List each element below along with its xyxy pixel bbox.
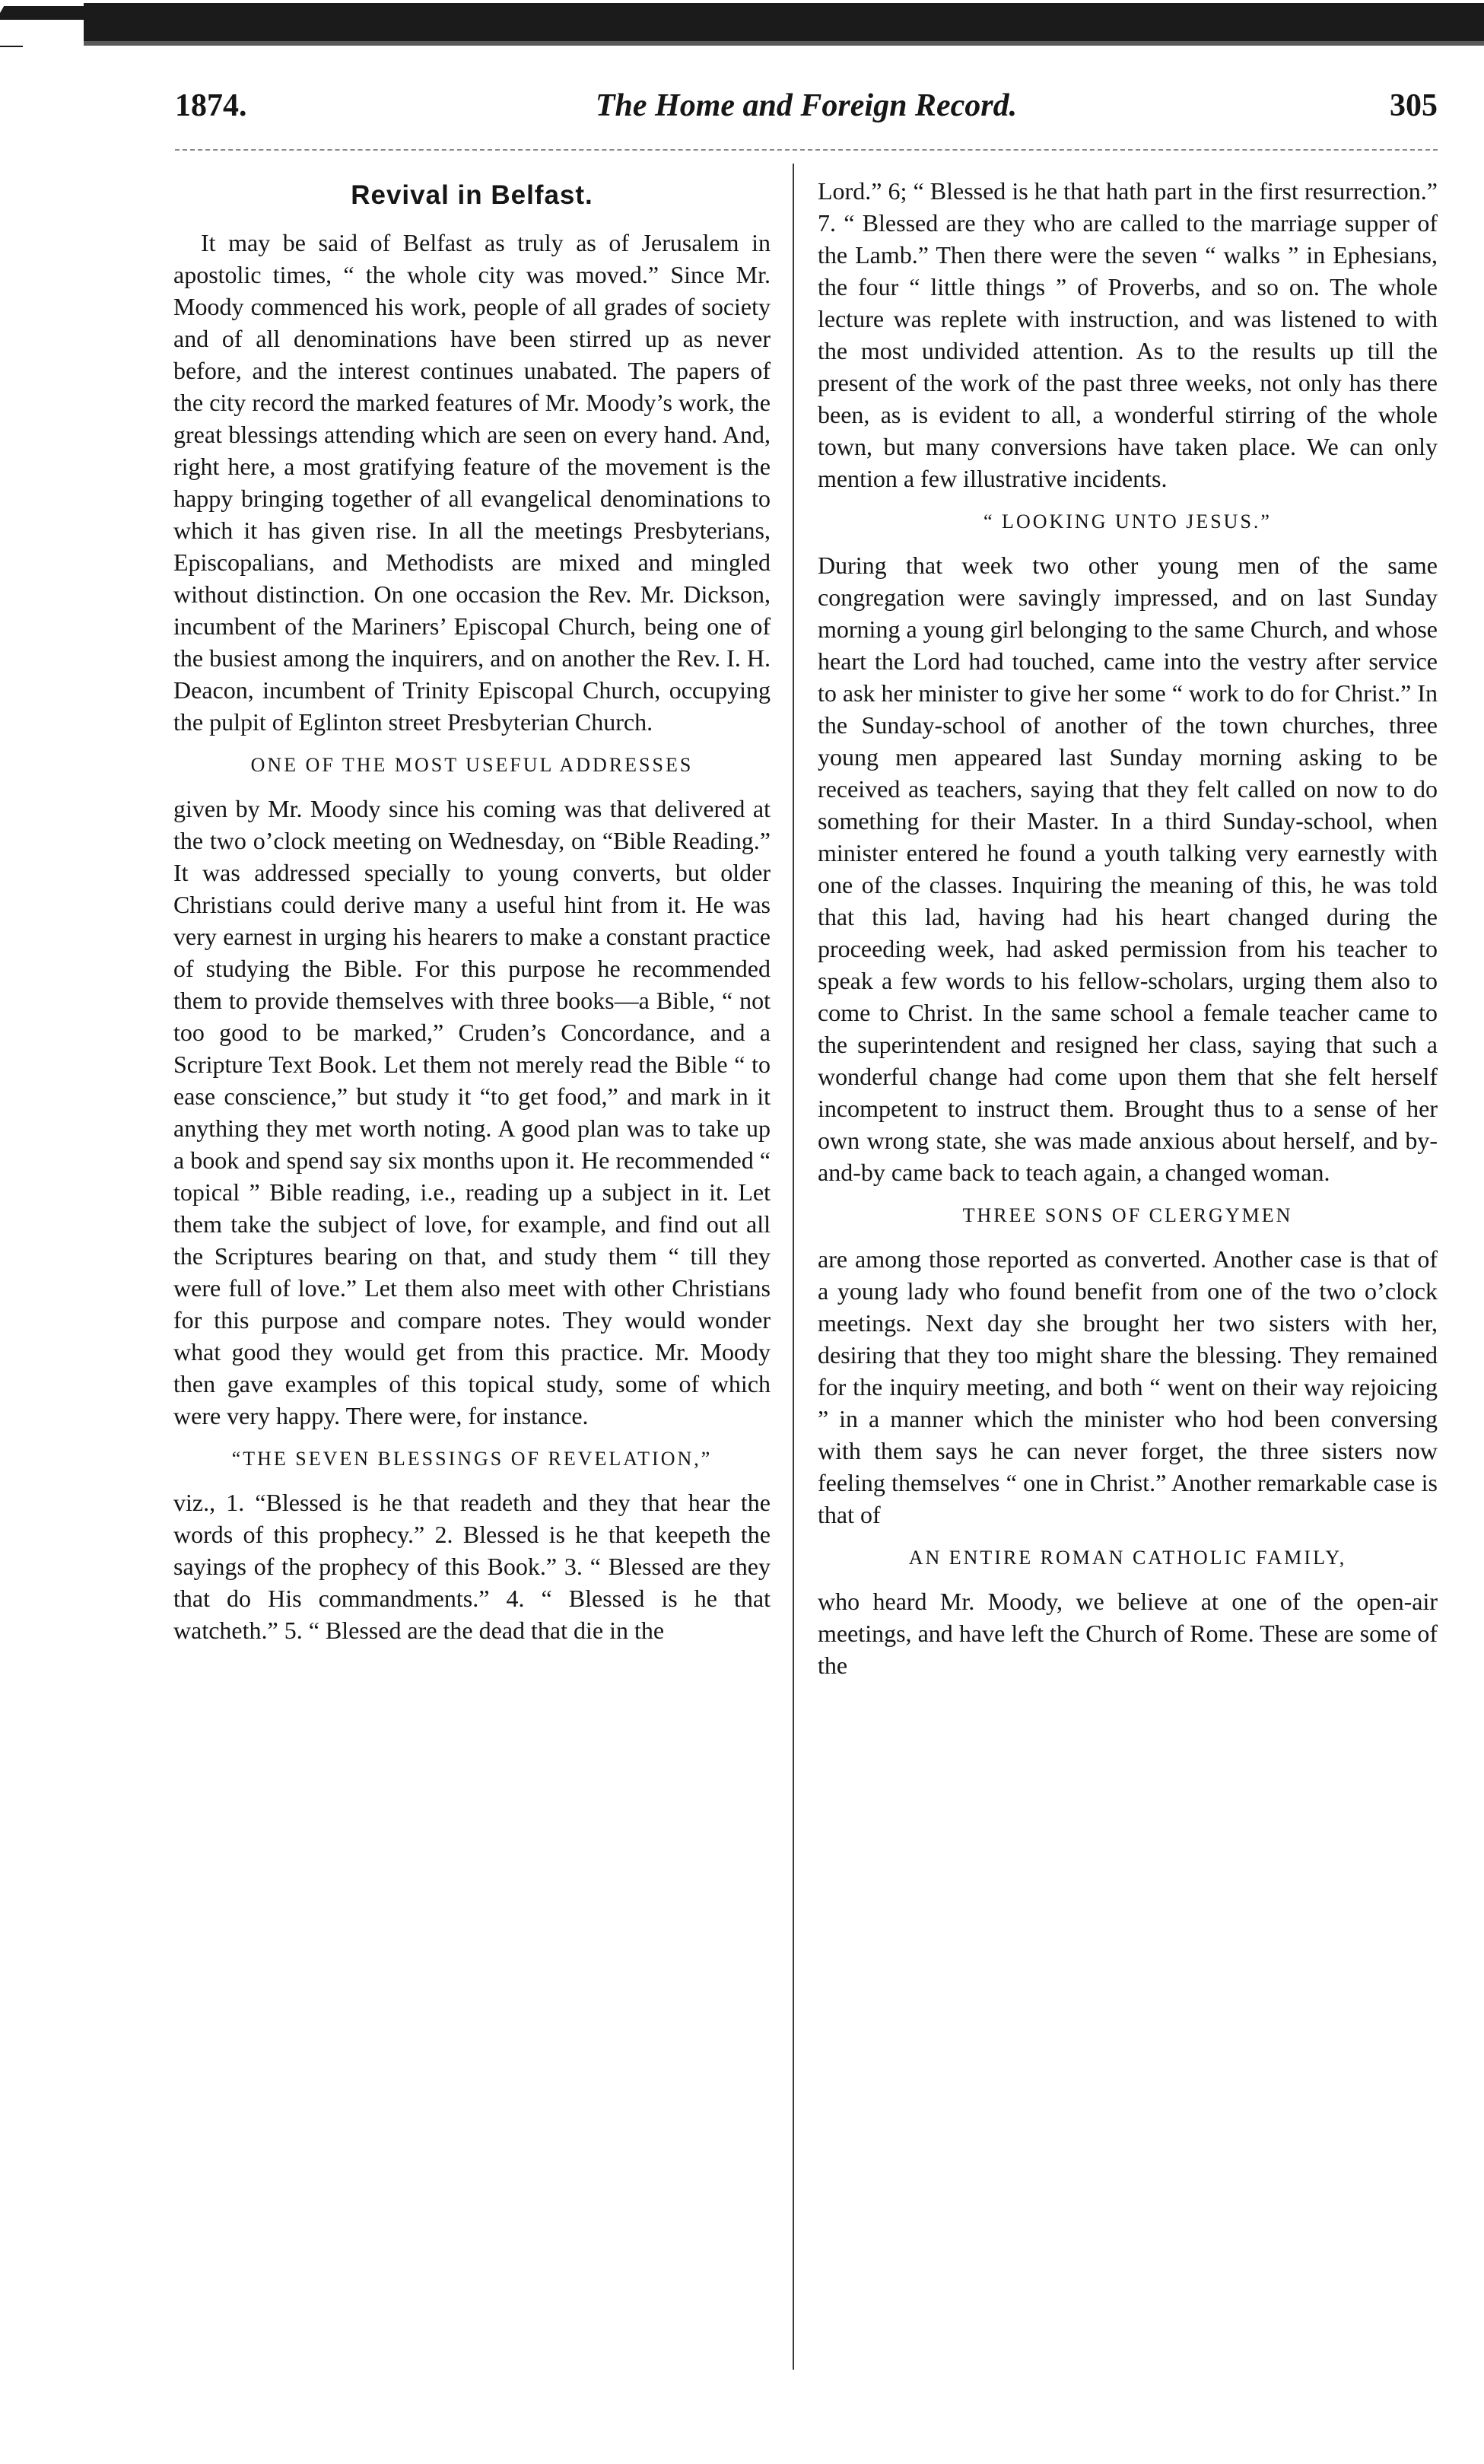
section-subhead: THREE SONS OF CLERGYMEN xyxy=(962,1204,1293,1226)
journal-title: The Home and Foreign Record. xyxy=(595,88,1018,123)
dark-border-strip xyxy=(84,3,1484,46)
edge-mark-small xyxy=(0,46,23,47)
left-column xyxy=(173,175,771,1658)
right-column xyxy=(818,175,1438,1693)
page-number: 305 xyxy=(1390,88,1438,123)
paragraph: Lord.” 6; “ Blessed is he that hath part in the first resurrection.” 7. “ Blessed are they who are called to the marriage supper of the Lamb.” Then there were the seven “ walks ” in Ephesians, the four “ little things ” of Proverbs, and so on. The whole lecture was replete with instruction, and was listened to with the most undivided attention. As to the results up till the present of the work of the past three weeks, not only has there been, as is evident to all, a wonderful stirring of the whole town, but many conversions have taken place. We can only mention a few illustrative incidents. xyxy=(818,177,1438,492)
scan-edge-band xyxy=(0,0,1484,47)
paragraph: who heard Mr. Moody, we believe at one of the open-air meetings, and have left the Church of Rome. These are some of the xyxy=(818,1588,1438,1679)
running-header xyxy=(175,87,1438,141)
paragraph: viz., 1. “Blessed is he that readeth and they that hear the words of this prophecy.” 2. Blessed is he that keepeth the sayings of the prophecy of this Book.” 3. “ Blessed are they that do His commandments.” 4. “ Blessed is he that watcheth.” 5. “ Blessed are the dead that die in the xyxy=(173,1489,771,1644)
section-subhead: ONE OF THE MOST USEFUL ADDRESSES xyxy=(250,754,694,776)
paragraph: It may be said of Belfast as truly as of Jerusalem in apostolic times, “ the whole city was moved.” Since Mr. Moody commenced his work, people of all grades of society and of all denominations have been stirred up as never before, and the interest continues unabated. The papers of the city record the marked features of Mr. Moody’s work, the great blessings attending which are seen on every hand. And, right here, a most gratifying feature of the movement is the happy bringing together of all evangelical denominations to which it has given rise. In all the meetings Presbyterians, Episcopalians, and Methodists are mixed and mingled without distinction. On one occasion the Rev. Mr. Dickson, incumbent of the Mariners’ Episcopal Church, being one of the busiest among the inquirers, and on another the Rev. I. H. Deacon, incumbent of Trinity Episcopal Church, occupying the pulpit of Eglinton street Presbyterian Church. xyxy=(173,229,771,736)
section-subhead: “ LOOKING UNTO JESUS.” xyxy=(984,510,1272,533)
paragraph: are among those reported as converted. Another case is that of a young lady who found benefit from one of the two o’clock meetings. Next day she brought her two sisters with her, desiring that they too might share the blessing. They remained for the inquiry meeting, and both “ went on their way rejoicing ” in a manner which the minister who hod been conversing with them says he can never forget, the three sisters now feeling themselves “ one in Christ.” Another remarkable case is that of xyxy=(818,1245,1438,1528)
header-year: 1874. xyxy=(175,88,247,123)
header-rule xyxy=(175,149,1438,151)
edge-mark xyxy=(0,6,95,20)
section-subhead: “THE SEVEN BLESSINGS OF REVELATION,” xyxy=(231,1448,713,1470)
paragraph: given by Mr. Moody since his coming was that delivered at the two o’clock meeting on Wednesday, on “Bible Reading.” It was addressed specially to young converts, but older Christians could derive many a useful hint from it. He was very earnest in urging his hearers to make a constant practice of studying the Bible. For this purpose he recommended them to provide themselves with three books—a Bible, “ not too good to be marked,” Cruden’s Concordance, and a Scripture Text Book. Let them not merely read the Bible “ to ease conscience,” but study it “to get food,” and mark in it anything they met worth noting. A good plan was to take up a book and spend say six months upon it. He recommended “ topical ” Bible reading, i.e., reading up a subject in it. Let them take the subject of love, for example, and find out all the Scriptures bearing on that, and study them “ till they were full of love.” Let them also meet with other Christians for this purpose and compare notes. They would wonder what good they would get from this practice. Mr. Moody then gave examples of this topical study, some of which were very happy. There were, for instance. xyxy=(173,795,771,1429)
section-subhead: AN ENTIRE ROMAN CATHOLIC FAMILY, xyxy=(908,1547,1347,1569)
column-divider xyxy=(793,164,794,2370)
paragraph: During that week two other young men of the same congregation were savingly impressed, and on last Sunday morning a young girl belonging to the same Church, and whose heart the Lord had touched, came into the vestry after service to ask her minister to give her some “ work to do for Christ.” In the Sunday-school of another of the town churches, three young men appeared last Sunday morning asking to be received as teachers, saying that they felt called on now to do something for their Master. In a third Sunday-school, when minister entered he found a youth talking very earnestly with one of the classes. Inquiring the meaning of this, he was told that this lad, having had his heart changed during the proceeding week, had asked permission from his teacher to speak a few words to his fellow-scholars, urging them also to come to Christ. In the same school a female teacher came to the superintendent and resigned her class, saying that such a wonderful change had come upon them that she felt herself incompetent to instruct them. Brought thus to a sense of her own wrong state, she was made anxious about herself, and by-and-by came back to teach again, a changed woman. xyxy=(818,552,1438,1186)
article-heading: Revival in Belfast. xyxy=(351,180,593,210)
